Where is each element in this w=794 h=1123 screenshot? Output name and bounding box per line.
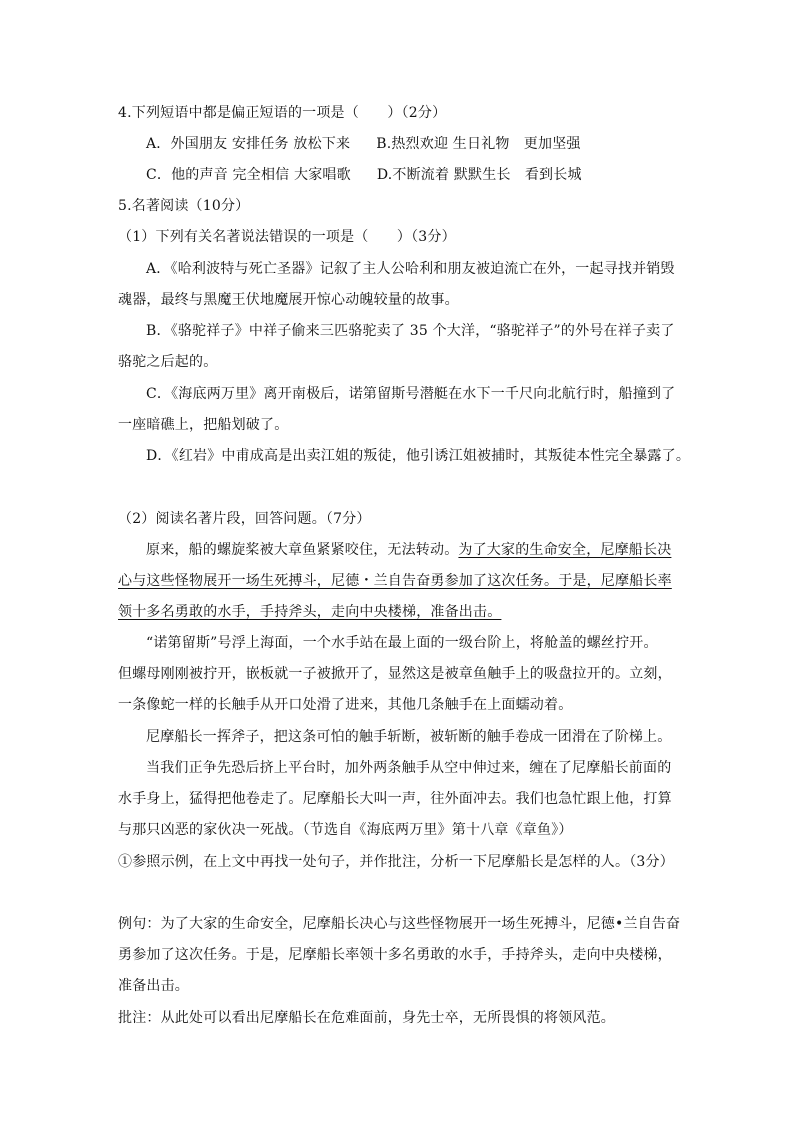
q4-stem: 4.下列短语中都是偏正短语的一项是（ ）（2分） [118, 105, 447, 121]
q5-part2-task: ①参照示例，在上文中再找一处句子，并作批注，分析一下尼摩船长是怎样的人。（3分） [118, 854, 674, 870]
passage-p3-line1: 尼摩船长一挥斧子，把这条可怕的触手斩断，被斩断的触手卷成一团滑在了阶梯上。 [146, 729, 672, 745]
q4-options-row-2 [146, 165, 582, 185]
passage-p1-underlined: 为了大家的生命安全，尼摩船长决 [458, 542, 672, 558]
passage-p1-line3: 领十多名勇敢的水手，手持斧头，走向中央楼梯，准备出击。 [118, 604, 502, 620]
q5-part1-option-c-line1: C．《海底两万里》离开南极后，诺第留斯号潜艇在水下一千尺向北航行时，船撞到了 [146, 386, 676, 402]
passage-p4-line1: 当我们正争先恐后挤上平台时，加外两条触手从空中伸过来，缠在了尼摩船长前面的 [146, 760, 672, 776]
q5-part1-option-a-line2: 魂器，最终与黑魔王伏地魔展开惊心动魄较量的故事。 [118, 292, 459, 308]
q5-part1-option-b-line1: B．《骆驼祥子》中祥子偷来三匹骆驼卖了 35 个大洋，“骆驼祥子”的外号在祥子卖了 [146, 323, 675, 339]
q5-part1-stem: （1）下列有关名著说法错误的一项是（ ）（3分） [118, 229, 456, 245]
passage-p1-plain: 原来，船的螺旋桨被大章鱼紧紧咬住，无法转动。 [146, 542, 459, 558]
q4-option-b: B.热烈欢迎 生日礼物 更加坚强 [376, 136, 581, 152]
passage-p2-line2: 但螺母刚刚被拧开，嵌板就一子被掀开了，显然这是被章鱼触手上的吸盘拉开的。立刻， [118, 666, 672, 682]
passage-p4-line2: 水手身上，猛得把他卷走了。尼摩船长大叫一声，往外面冲去。我们也急忙跟上他，打算 [118, 791, 672, 807]
passage-p4-line3: 与那只凶恶的家伙决一死战。（节选自《海底两万里》第十八章《章鱼》） [118, 822, 573, 838]
q5-part1-option-a-line1: A．《哈利波特与死亡圣器》记叙了主人公哈利和朋友被迫流亡在外，一起寻找并销毁 [146, 261, 675, 277]
q4-option-a: A．外国朋友 安排任务 放松下来 [146, 136, 351, 152]
q4-option-d: D.不断流着 默默生长 看到长城 [376, 167, 582, 183]
q4-options-row-1 [146, 134, 581, 154]
example-line1: 例句：为了大家的生命安全，尼摩船长决心与这些怪物展开一场生死搏斗，尼德•兰自告奋 [118, 916, 681, 932]
q4-option-c: C．他的声音 完全相信 大家唱歌 [146, 167, 351, 183]
annotation-note: 批注：从此处可以看出尼摩船长在危难面前，身先士卒，无所畏惧的将领风范。 [118, 1010, 615, 1026]
q5-part1-option-c-line2: 一座暗礁上，把船划破了。 [118, 417, 289, 433]
q5-title: 5.名著阅读（10分） [118, 198, 250, 214]
example-line2: 勇参加了这次任务。于是，尼摩船长率领十多名勇敢的水手，手持斧头，走向中央楼梯， [118, 947, 672, 963]
q5-part2-stem: （2）阅读名著片段，回答问题。（7分） [118, 511, 371, 527]
q5-part1-option-d: D．《红岩》中甫成高是出卖江姐的叛徒，他引诱江姐被捕时，其叛徒本性完全暴露了。 [146, 448, 691, 464]
q5-part1-option-b-line2: 骆驼之后起的。 [118, 354, 218, 370]
passage-p2-line1: “诺第留斯”号浮上海面，一个水手站在最上面的一级台阶上，将舱盖的螺丝拧开。 [146, 635, 658, 651]
passage-p1-line2: 心与这些怪物展开一场生死搏斗，尼德・兰自告奋勇参加了这次任务。于是，尼摩船长率 [118, 573, 672, 589]
example-line3: 准备出击。 [118, 978, 189, 994]
passage-p2-line3: 一条像蛇一样的长触手从开口处滑了进来，其他几条触手在上面蠕动着。 [118, 697, 573, 713]
passage-p1-line1 [146, 540, 671, 560]
